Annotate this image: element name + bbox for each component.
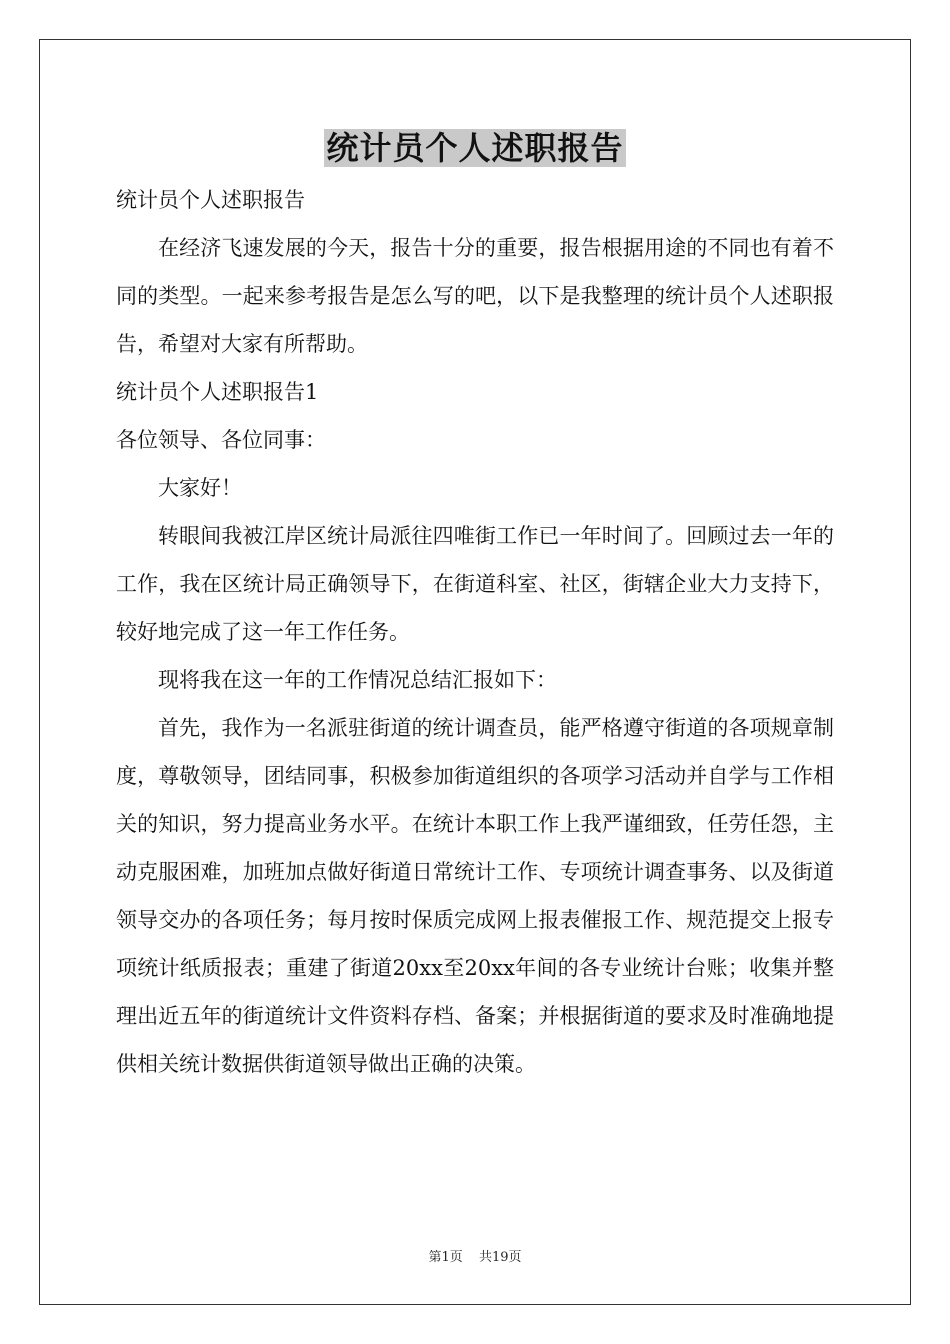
body-paragraph-3: 首先，我作为一名派驻街道的统计调查员，能严格遵守街道的各项规章制度，尊敬领导，团结同事，积极参加街道组织的各项学习活动并自学与工作相关的知识，努力提高业务水平。在统计本职工作上我严谨细致，任劳任怨，主动克服困难，加班加点做好街道日常统计工作、专项统计调查事务、以及街道领导交办的各项任务；每月按时保质完成网上报表催报工作、规范提交上报专项统计纸质报表；重建了街道20xx至20xx年间的各专业统计台账；收集并整理出近五年的街道统计文件资料存档、备案；并根据街道的要求及时准确地提供相关统计数据供街道领导做出正确的决策。 <box>116 716 834 1076</box>
document-title <box>0 126 950 170</box>
page-footer <box>0 1246 950 1265</box>
body-paragraph-1: 转眼间我被江岸区统计局派往四唯街工作已一年时间了。回顾过去一年的工作，我在区统计局正确领导下，在街道科室、社区，街辖企业大力支持下，较好地完成了这一年工作任务。 <box>116 524 834 644</box>
intro-paragraph: 在经济飞速发展的今天，报告十分的重要，报告根据用途的不同也有着不同的类型。一起来参考报告是怎么写的吧，以下是我整理的统计员个人述职报告，希望对大家有所帮助。 <box>116 236 834 356</box>
section-heading: 统计员个人述职报告1 <box>116 380 319 404</box>
document-subtitle: 统计员个人述职报告 <box>116 188 305 212</box>
body-paragraph-2: 现将我在这一年的工作情况总结汇报如下： <box>158 668 557 692</box>
salutation: 各位领导、各位同事： <box>116 428 326 452</box>
document-body <box>116 176 834 1088</box>
document-title-text: 统计员个人述职报告 <box>326 129 624 167</box>
page-number: 第1页 <box>428 1250 463 1265</box>
page-total: 共19页 <box>478 1250 522 1265</box>
greeting: 大家好！ <box>158 476 242 500</box>
